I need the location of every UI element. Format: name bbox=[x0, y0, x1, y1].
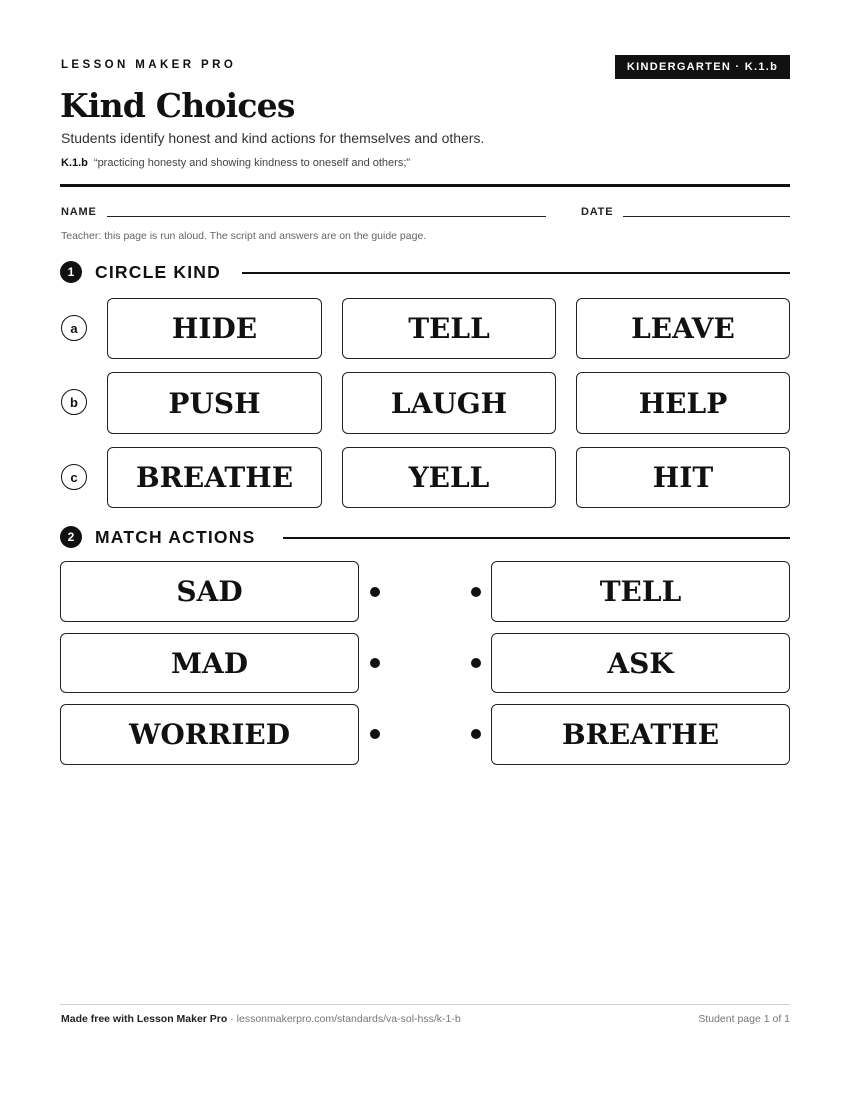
standard-code: K.1.b bbox=[61, 157, 88, 169]
match-left-item[interactable]: WORRIED bbox=[60, 704, 359, 765]
page-title: Kind Choices bbox=[60, 86, 295, 125]
teacher-note: Teacher: this page is run aloud. The script and answers are on the guide page. bbox=[61, 230, 427, 242]
row-letter-c: c bbox=[61, 464, 87, 490]
match-dot-left[interactable] bbox=[370, 587, 380, 597]
date-field[interactable] bbox=[623, 216, 790, 217]
row-letter-a: a bbox=[61, 315, 87, 341]
footer-credit bbox=[61, 1013, 461, 1025]
footer-divider bbox=[60, 1004, 790, 1005]
match-dot-left[interactable] bbox=[370, 658, 380, 668]
word-choice[interactable]: HIDE bbox=[107, 298, 322, 359]
brand-name: LESSON MAKER PRO bbox=[61, 59, 237, 71]
header-divider bbox=[60, 184, 790, 187]
standard-text: “practicing honesty and showing kindness to oneself and others;” bbox=[93, 157, 411, 169]
section-match-actions-header bbox=[60, 525, 255, 549]
section-circle-kind-header bbox=[60, 260, 221, 284]
match-left-item[interactable]: SAD bbox=[60, 561, 359, 622]
footer-made-with: Made free with Lesson Maker Pro bbox=[61, 1013, 228, 1025]
word-choice[interactable]: YELL bbox=[342, 447, 556, 508]
word-choice[interactable]: HIT bbox=[576, 447, 790, 508]
section-number: 1 bbox=[60, 261, 82, 283]
section-title: MATCH ACTIONS bbox=[95, 526, 256, 547]
section-number: 2 bbox=[60, 526, 82, 548]
match-dot-right[interactable] bbox=[471, 729, 481, 739]
standard-line bbox=[61, 157, 410, 169]
word-choice[interactable]: HELP bbox=[576, 372, 790, 434]
word-choice[interactable]: PUSH bbox=[107, 372, 322, 434]
date-label: DATE bbox=[581, 206, 614, 218]
page-subtitle: Students identify honest and kind actions for themselves and others. bbox=[61, 130, 485, 146]
match-dot-right[interactable] bbox=[471, 658, 481, 668]
word-choice[interactable]: LAUGH bbox=[342, 372, 556, 434]
match-left-item[interactable]: MAD bbox=[60, 633, 359, 693]
row-letter-b: b bbox=[61, 389, 87, 415]
match-right-item[interactable]: TELL bbox=[491, 561, 790, 622]
name-label: NAME bbox=[61, 206, 97, 218]
match-right-item[interactable]: ASK bbox=[491, 633, 790, 693]
word-choice[interactable]: TELL bbox=[342, 298, 556, 359]
footer-url[interactable]: · lessonmakerpro.com/standards/va-sol-hss/k-1-b bbox=[227, 1013, 461, 1025]
match-dot-left[interactable] bbox=[370, 729, 380, 739]
match-dot-right[interactable] bbox=[471, 587, 481, 597]
section-rule bbox=[242, 272, 790, 274]
match-right-item[interactable]: BREATHE bbox=[491, 704, 790, 765]
name-field[interactable] bbox=[107, 216, 546, 217]
section-title: CIRCLE KIND bbox=[95, 261, 221, 282]
word-choice[interactable]: LEAVE bbox=[576, 298, 790, 359]
grade-badge: KINDERGARTEN · K.1.b bbox=[615, 55, 790, 79]
section-rule bbox=[283, 537, 790, 539]
footer-page-number: Student page 1 of 1 bbox=[698, 1013, 790, 1025]
word-choice[interactable]: BREATHE bbox=[107, 447, 322, 508]
